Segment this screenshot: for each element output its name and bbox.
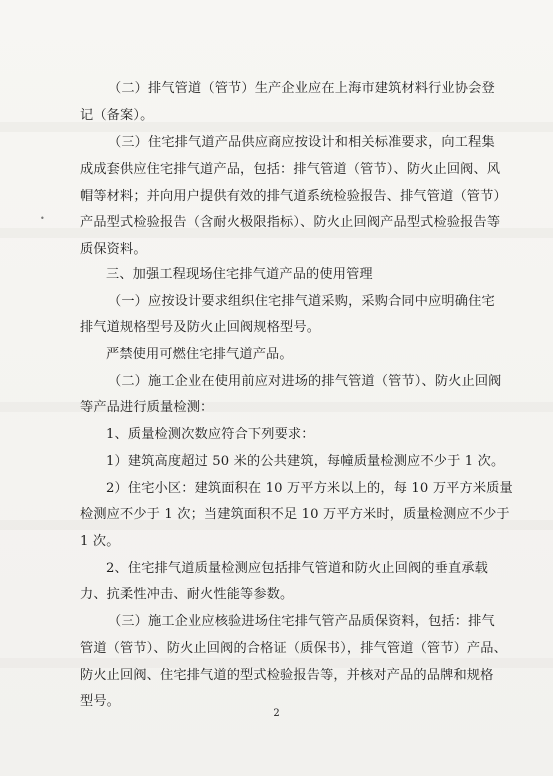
paragraph-line: 等产品进行质量检测：	[80, 400, 214, 415]
paragraph-line: 记（备案）。	[80, 108, 154, 123]
paragraph-line: 检测应不少于 1 次；当建筑面积不足 10 万平方米时，质量检测应不少于	[80, 507, 510, 522]
page-number: 2	[273, 708, 280, 719]
paragraph-line: （三）施工企业应核验进场住宅排气管产品质保资料，包括：排气	[108, 614, 495, 629]
paragraph-line: 1、质量检测次数应符合下列要求：	[106, 427, 315, 442]
paragraph-line: （二）施工企业在使用前应对进场的排气管道（管节）、防火止回阀	[108, 374, 502, 389]
paragraph-line: （一）应按设计要求组织住宅排气道采购，采购合同中应明确住宅	[108, 294, 495, 309]
paragraph-line: 产品型式检验报告（含耐火极限指标）、防火止回阀产品型式检验报告等	[80, 215, 501, 230]
paragraph-line: 2、住宅排气道质量检测应包括排气管道和防火止回阀的垂直承载	[106, 561, 488, 576]
scan-mark: •	[40, 214, 45, 223]
paragraph-line: （三）住宅排气道产品供应商应按设计和相关标准要求，向工程集	[108, 135, 495, 150]
paragraph-line: 1）建筑高度超过 50 米的公共建筑，每幢质量检测应不少于 1 次。	[106, 454, 505, 469]
paragraph-line: 严禁使用可燃住宅排气道产品。	[106, 347, 293, 362]
paragraph-line: （二）排气管道（管节）生产企业应在上海市建筑材料行业协会登	[108, 81, 495, 96]
paragraph-line: 1 次。	[80, 534, 120, 549]
paragraph-line: 防火止回阀、住宅排气道的型式检验报告等，并核对产品的品牌和规格	[80, 668, 494, 683]
paragraph-line: 型号。	[80, 694, 121, 709]
paragraph-line: 力、抗柔性冲击、耐火性能等参数。	[80, 587, 294, 602]
section-heading: 三、加强工程现场住宅排气道产品的使用管理	[106, 267, 373, 282]
paragraph-line: 帽等材料；并向用户提供有效的排气道系统检验报告、排气管道（管节）	[80, 189, 507, 204]
paragraph-line: 质保资料。	[80, 242, 147, 257]
paragraph-line: 成成套供应住宅排气道产品，包括：排气管道（管节）、防火止回阀、风	[80, 162, 501, 177]
paragraph-line: 管道（管节）、防火止回阀的合格证（质保书），排气管道（管节）产品、	[80, 641, 507, 656]
paragraph-line: 排气道规格型号及防火止回阀规格型号。	[80, 320, 321, 335]
paragraph-line: 2）住宅小区：建筑面积在 10 万平方米以上的，每 10 万平方米质量	[106, 481, 513, 496]
